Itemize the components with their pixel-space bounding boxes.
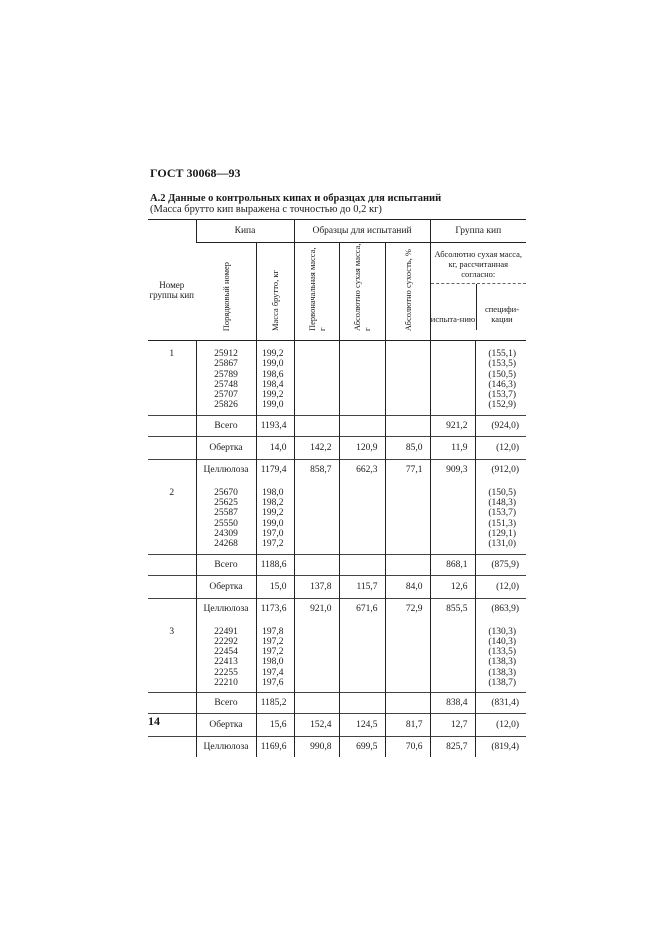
wrapper-label: Обертка [196,714,256,737]
bale-number: 25748 [214,379,238,390]
bale-spec: (150,5) [488,369,517,380]
bale-mass: 199,2 [262,349,284,359]
bale-number: 25550 [214,518,238,529]
wrapper-mass: 14,0 [256,436,294,459]
bale-spec: (138,3) [488,657,517,668]
bale-number: 22255 [214,667,238,678]
cellulose-spec: (912,0) [475,459,526,480]
wrapper-mass: 15,0 [256,575,294,598]
cellulose-dry-mass: 662,3 [339,459,385,480]
total-test: 921,2 [430,415,475,436]
empty-cell [148,554,196,575]
empty-cell [339,415,385,436]
wrapper-dry-mass: 124,5 [339,714,385,737]
wrapper-row [148,714,526,737]
table-body [148,341,526,758]
bale-spec: (131,0) [488,539,517,550]
empty-cell [294,554,339,575]
page-number: 14 [148,714,160,728]
cellulose-dryness: 70,6 [385,737,430,758]
empty-cell [294,341,339,416]
col-samples: Образцы для испытаний [294,220,430,243]
section-subtitle: (Масса брутто кип выражена с точностью до 0,2 кг) [150,204,382,215]
wrapper-dryness: 85,0 [385,436,430,459]
empty-cell [385,415,430,436]
wrapper-mass: 15,6 [256,714,294,737]
bale-mass: 199,2 [262,390,284,401]
total-label: Всего [196,554,256,575]
col-calc-dry-mass-wrap [430,243,526,341]
bale-mass: 197,4 [262,667,284,678]
col-by-spec: специфи-кации [476,284,528,330]
bale-number: 22454 [214,647,238,658]
cellulose-spec: (863,9) [475,598,526,619]
bale-number: 25826 [214,400,238,411]
wrapper-label: Обертка [196,436,256,459]
cellulose-initial-mass: 921,0 [294,598,339,619]
wrapper-test: 11,9 [430,436,475,459]
bale-mass: 198,4 [262,379,284,390]
total-spec: (831,4) [475,693,526,714]
bale-spec: (138,7) [488,678,517,689]
wrapper-initial-mass: 137,8 [294,575,339,598]
total-mass: 1193,4 [256,415,294,436]
bale-spec: (152,9) [488,400,517,411]
empty-cell [385,693,430,714]
bale-number: 22210 [214,678,238,689]
bale-spec-list [475,341,526,416]
empty-cell [385,480,430,554]
bale-number-list [196,480,256,554]
cellulose-test: 825,7 [430,737,475,758]
empty-cell [294,480,339,554]
bale-mass: 198,0 [262,487,284,498]
empty-cell [148,693,196,714]
empty-cell [385,341,430,416]
wrapper-dry-mass: 120,9 [339,436,385,459]
group-number: 3 [169,626,175,637]
total-mass: 1188,6 [256,554,294,575]
wrapper-dry-mass: 115,7 [339,575,385,598]
bale-number: 22413 [214,657,238,668]
cellulose-mass: 1173,6 [256,598,294,619]
empty-cell [148,459,196,480]
empty-cell [148,598,196,619]
cellulose-spec: (819,4) [475,737,526,758]
col-bale: Кипа [196,220,294,243]
wrapper-spec: (12,0) [475,436,526,459]
cellulose-label: Целлюлоза [196,598,256,619]
bale-mass-list [256,341,294,416]
empty-cell [430,619,475,693]
wrapper-spec: (12,0) [475,714,526,737]
bale-number: 22292 [214,636,238,647]
bale-spec: (153,7) [488,508,517,519]
empty-cell [148,436,196,459]
empty-cell [339,693,385,714]
col-bale-gross-mass: Масса брутто, кг [256,243,294,341]
wrapper-dryness: 84,0 [385,575,430,598]
bale-spec: (148,3) [488,498,517,509]
bale-mass: 199,2 [262,508,284,519]
empty-cell [294,415,339,436]
bale-mass: 198,2 [262,498,284,509]
bale-spec: (153,5) [488,359,517,370]
total-label: Всего [196,693,256,714]
bale-number-list [196,341,256,416]
bale-spec: (150,5) [488,487,517,498]
group-bales-row [148,480,526,554]
empty-cell [339,341,385,416]
bale-spec: (151,3) [488,518,517,529]
cellulose-row [148,459,526,480]
group-total-row [148,415,526,436]
cellulose-initial-mass: 990,8 [294,737,339,758]
cellulose-dry-mass: 699,5 [339,737,385,758]
empty-cell [430,480,475,554]
bale-mass: 199,0 [262,400,284,411]
wrapper-row [148,575,526,598]
bale-data-table [148,219,526,757]
bale-number: 25789 [214,369,238,380]
wrapper-test: 12,6 [430,575,475,598]
cellulose-row [148,737,526,758]
empty-cell [148,415,196,436]
group-total-row [148,554,526,575]
col-bale-number: Порядковый номер [196,243,256,341]
bale-number: 24268 [214,539,238,550]
bale-number: 25587 [214,508,238,519]
group-number: 1 [169,349,175,359]
wrapper-test: 12,7 [430,714,475,737]
col-group-number: Номер группы кип [148,220,196,341]
group-bales-row [148,341,526,416]
empty-cell [339,480,385,554]
cellulose-mass: 1179,4 [256,459,294,480]
bale-mass: 198,6 [262,369,284,380]
col-initial-mass: Первоначальная масса, г [294,243,339,341]
total-spec: (875,9) [475,554,526,575]
total-test: 868,1 [430,554,475,575]
cellulose-dryness: 72,9 [385,598,430,619]
cellulose-dry-mass: 671,6 [339,598,385,619]
empty-cell [339,619,385,693]
group-bales-row [148,619,526,693]
wrapper-dryness: 81,7 [385,714,430,737]
bale-mass: 197,0 [262,528,284,539]
bale-number: 25670 [214,487,238,498]
bale-number: 24309 [214,528,238,539]
bale-spec-list [475,480,526,554]
group-total-row [148,693,526,714]
bale-spec: (130,3) [488,626,517,637]
cellulose-initial-mass: 858,7 [294,459,339,480]
total-test: 838,4 [430,693,475,714]
empty-cell [294,619,339,693]
bale-spec: (140,3) [488,636,517,647]
cellulose-mass: 1169,6 [256,737,294,758]
cellulose-dryness: 77,1 [385,459,430,480]
wrapper-spec: (12,0) [475,575,526,598]
bale-number: 25707 [214,390,238,401]
bale-spec: (133,5) [488,647,517,658]
total-spec: (924,0) [475,415,526,436]
empty-cell [294,693,339,714]
cellulose-label: Целлюлоза [196,459,256,480]
empty-cell [385,619,430,693]
bale-mass-list [256,480,294,554]
bale-mass: 199,0 [262,359,284,370]
empty-cell [430,341,475,416]
col-dry-mass: Абсолютно сухая масса, г [339,243,385,341]
group-number: 2 [169,487,175,498]
empty-cell [148,575,196,598]
bale-mass: 198,0 [262,657,284,668]
bale-number-list [196,619,256,693]
col-dryness: Абсолютно сухость, % [385,243,430,341]
bale-mass: 197,2 [262,539,284,550]
wrapper-row [148,436,526,459]
wrapper-label: Обертка [196,575,256,598]
bale-spec-list [475,619,526,693]
bale-mass: 197,2 [262,647,284,658]
section-title: А.2 Данные о контрольных кипах и образцах для испытаний [150,193,442,204]
empty-cell [339,554,385,575]
cellulose-label: Целлюлоза [196,737,256,758]
bale-number: 25867 [214,359,238,370]
bale-number: 22491 [214,626,238,637]
page-header: ГОСТ 30068—93 [150,166,241,180]
bale-spec: (138,3) [488,667,517,678]
col-bale-group: Группа кип [430,220,526,243]
col-by-test: испыта-нию [430,314,476,324]
bale-number: 25912 [214,349,238,359]
bale-spec: (155,1) [488,349,517,359]
col-calc-dry-mass: Абсолютно сухая масса, кг, рассчитанная согласно: [431,243,527,284]
wrapper-initial-mass: 142,2 [294,436,339,459]
bale-mass: 197,8 [262,626,284,637]
total-label: Всего [196,415,256,436]
bale-mass: 197,6 [262,678,284,689]
cellulose-test: 909,3 [430,459,475,480]
cellulose-row [148,598,526,619]
bale-spec: (153,7) [488,390,517,401]
bale-spec: (129,1) [488,528,517,539]
bale-mass: 197,2 [262,636,284,647]
cellulose-test: 855,5 [430,598,475,619]
bale-mass: 199,0 [262,518,284,529]
bale-spec: (146,3) [488,379,517,390]
empty-cell [148,737,196,758]
bale-number: 25625 [214,498,238,509]
empty-cell [385,554,430,575]
total-mass: 1185,2 [256,693,294,714]
bale-mass-list [256,619,294,693]
wrapper-initial-mass: 152,4 [294,714,339,737]
